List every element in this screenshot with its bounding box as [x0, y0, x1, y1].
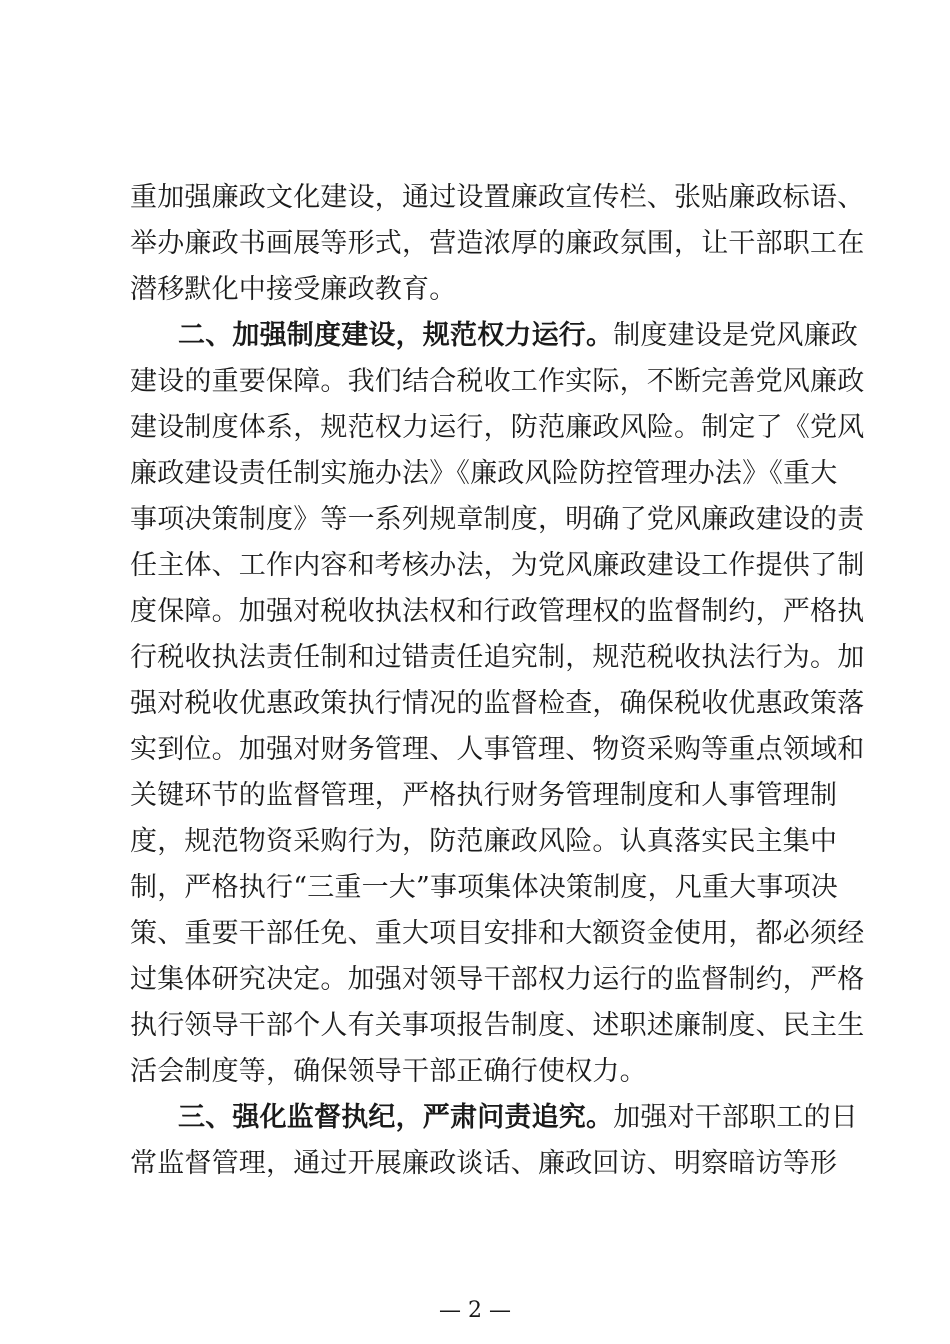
paragraph-line: 潜移默化中接受廉政教育。 — [130, 274, 457, 305]
paragraph-text: 加强对干部职工的日 — [613, 1102, 859, 1133]
paragraph-line: 执行领导干部个人有关事项报告制度、述职述廉制度、民主生 — [130, 1010, 865, 1041]
paragraph-line: 常监督管理，通过开展廉政谈话、廉政回访、明察暗访等形 — [130, 1148, 838, 1179]
paragraph-line: 实到位。加强对财务管理、人事管理、物资采购等重点领域和 — [130, 734, 865, 765]
paragraph-line: 建设的重要保障。我们结合税收工作实际，不断完善党风廉政 — [130, 366, 865, 397]
paragraph-text: 制度建设是党风廉政 — [613, 320, 859, 351]
paragraph-line: 重加强廉政文化建设，通过设置廉政宣传栏、张贴廉政标语、 — [130, 182, 865, 213]
paragraph-line: 举办廉政书画展等形式，营造浓厚的廉政氛围，让干部职工在 — [130, 228, 865, 259]
paragraph-line: 度保障。加强对税收执法权和行政管理权的监督制约，严格执 — [130, 596, 865, 627]
section-heading: 三、强化监督执纪，严肃问责追究。 — [178, 1102, 614, 1133]
paragraph-line: 任主体、工作内容和考核办法，为党风廉政建设工作提供了制 — [130, 550, 865, 581]
paragraph-line: 过集体研究决定。加强对领导干部权力运行的监督制约，严格 — [130, 964, 865, 995]
section-heading-line — [178, 1100, 859, 1136]
paragraph-line: 建设制度体系，规范权力运行，防范廉政风险。制定了《党风 — [130, 412, 865, 443]
paragraph-line: 行税收执法责任制和过错责任追究制，规范税收执法行为。加 — [130, 642, 865, 673]
paragraph-line: 事项决策制度》等一系列规章制度，明确了党风廉政建设的责 — [130, 504, 865, 535]
paragraph-line: 活会制度等，确保领导干部正确行使权力。 — [130, 1056, 647, 1087]
section-heading: 二、加强制度建设，规范权力运行。 — [178, 320, 614, 351]
paragraph-line: 廉政建设责任制实施办法》《廉政风险防控管理办法》《重大 — [130, 458, 838, 489]
paragraph-line: 关键环节的监督管理，严格执行财务管理制度和人事管理制 — [130, 780, 838, 811]
paragraph-line: 强对税收优惠政策执行情况的监督检查，确保税收优惠政策落 — [130, 688, 865, 719]
paragraph-line: 度，规范物资采购行为，防范廉政风险。认真落实民主集中 — [130, 826, 838, 857]
section-heading-line — [178, 318, 859, 354]
paragraph-line: 制，严格执行“三重一大”事项集体决策制度，凡重大事项决 — [130, 872, 839, 903]
paragraph-line: 策、重要干部任免、重大项目安排和大额资金使用，都必须经 — [130, 918, 865, 949]
page-number: — 2 — — [439, 1298, 511, 1323]
